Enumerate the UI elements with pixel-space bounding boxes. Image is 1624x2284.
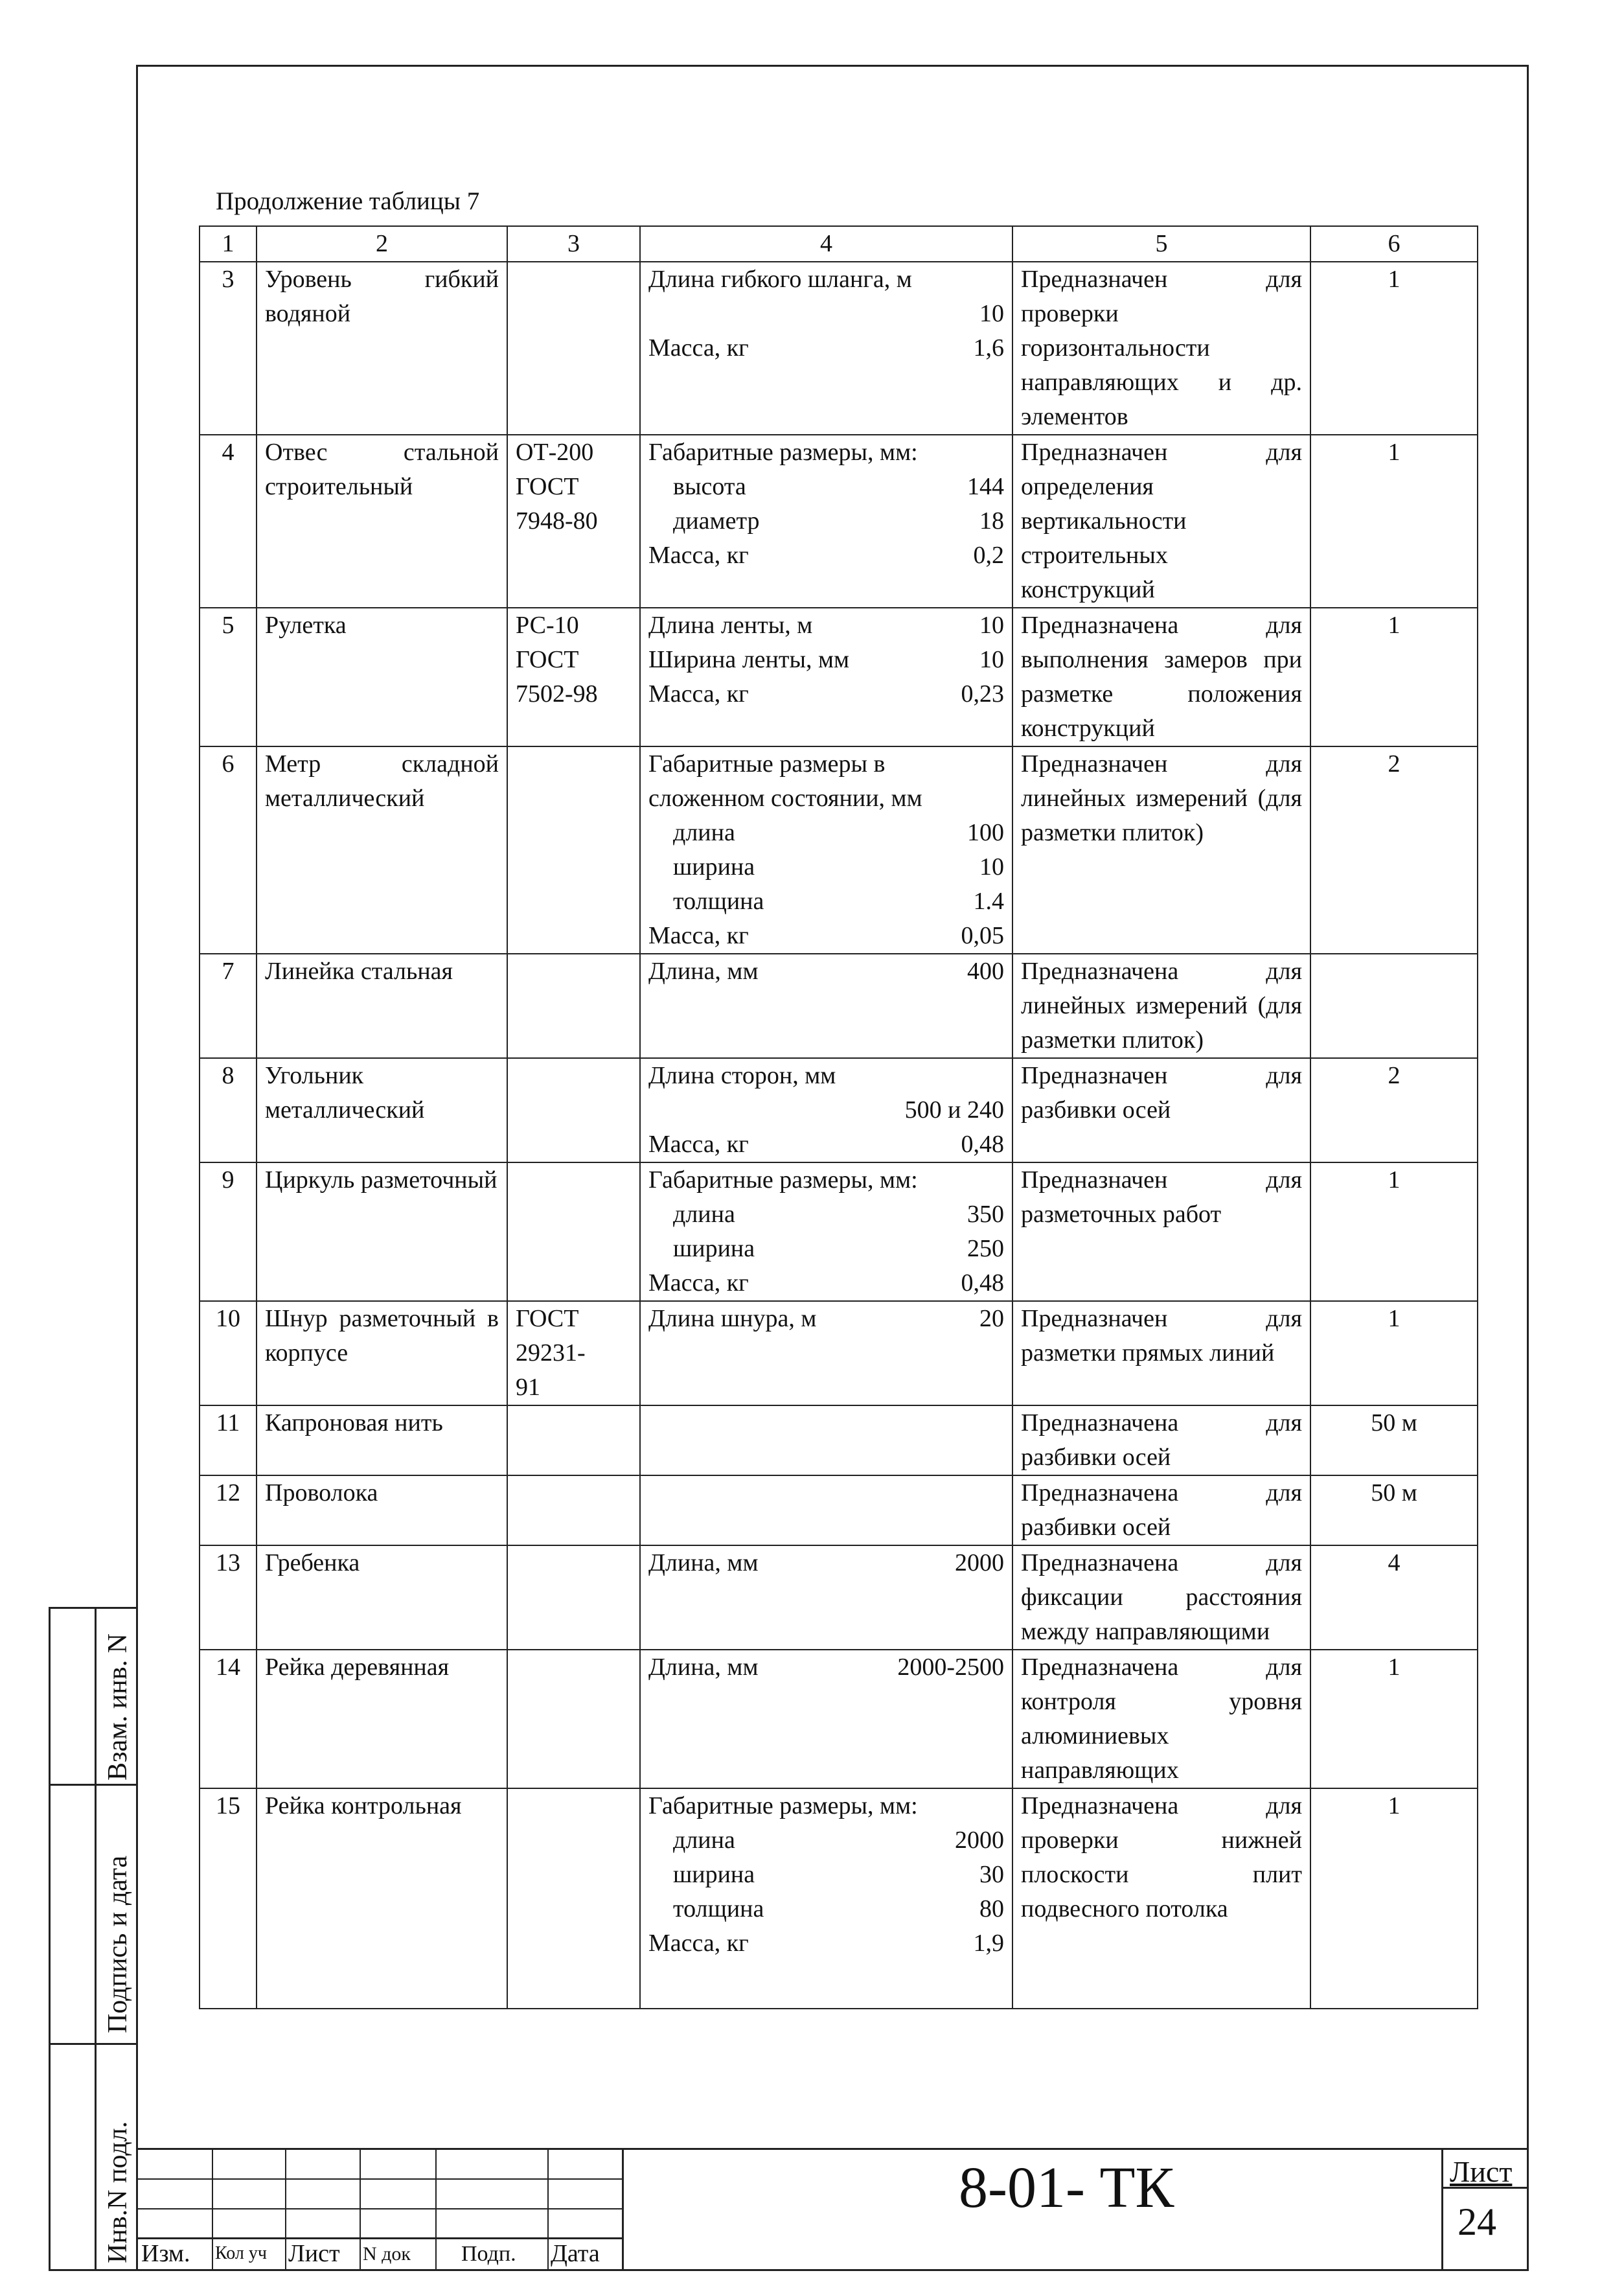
parameter-label: Масса, кг bbox=[648, 680, 749, 708]
parameter-value: 18 bbox=[979, 507, 1004, 535]
row-number: 5 bbox=[200, 608, 257, 746]
vzam-label: Взам. инв. N bbox=[103, 1633, 133, 1781]
item-quantity bbox=[1310, 954, 1478, 1058]
list-label: Лист bbox=[288, 2240, 340, 2267]
parameter-label: Масса, кг bbox=[648, 334, 749, 362]
parameter-label: толщина bbox=[673, 1895, 764, 1922]
table-row bbox=[200, 954, 1478, 1058]
table-row bbox=[200, 1162, 1478, 1301]
data-label: Дата bbox=[551, 2240, 600, 2267]
standard-line: ГОСТ bbox=[516, 1305, 579, 1332]
parameter-value: 30 bbox=[979, 1861, 1004, 1888]
item-standard bbox=[507, 608, 640, 746]
title-line bbox=[285, 2148, 286, 2271]
row-number: 4 bbox=[200, 435, 257, 608]
parameter-line bbox=[648, 816, 1004, 850]
parameter-value: 144 bbox=[967, 473, 1004, 500]
item-parameters bbox=[640, 435, 1012, 608]
parameter-label: Длина сторон, мм bbox=[648, 1062, 836, 1089]
item-standard bbox=[507, 1788, 640, 2009]
title-line bbox=[136, 2237, 622, 2239]
item-name: Проволока bbox=[257, 1475, 507, 1545]
item-name: Линейка стальная bbox=[257, 954, 507, 1058]
parameter-label: ширина bbox=[673, 1861, 755, 1888]
parameter-value: 80 bbox=[979, 1895, 1004, 1922]
parameter-label: Длина шнура, м bbox=[648, 1305, 817, 1332]
parameter-value: 0,48 bbox=[961, 1131, 1004, 1158]
parameter-line bbox=[648, 1546, 1004, 1580]
izm-label: Изм. bbox=[141, 2240, 190, 2267]
standard-line: 7502-98 bbox=[516, 680, 598, 708]
parameter-value: 1,6 bbox=[973, 334, 1004, 362]
parameter-label: диаметр bbox=[673, 507, 760, 535]
parameter-label: Габаритные размеры, мм: bbox=[648, 1166, 918, 1194]
row-number: 3 bbox=[200, 262, 257, 435]
row-number: 8 bbox=[200, 1058, 257, 1162]
standard-line: РС-10 bbox=[516, 612, 579, 639]
parameter-label: Габаритные размеры в сложенном состоянии, мм bbox=[648, 750, 922, 812]
parameter-line bbox=[648, 1858, 1004, 1892]
item-quantity: 4 bbox=[1310, 1545, 1478, 1650]
column-header: 3 bbox=[507, 226, 640, 262]
table-header-row bbox=[200, 226, 1478, 262]
parameter-label: Масса, кг bbox=[648, 922, 749, 949]
parameter-label: Масса, кг bbox=[648, 1269, 749, 1297]
item-name: Капроновая нить bbox=[257, 1405, 507, 1475]
item-parameters bbox=[640, 746, 1012, 954]
parameter-line bbox=[648, 1059, 1004, 1093]
parameter-value: 0,2 bbox=[973, 542, 1004, 569]
parameter-value: 1,9 bbox=[973, 1930, 1004, 1957]
item-quantity: 2 bbox=[1310, 746, 1478, 954]
parameter-line bbox=[648, 331, 1004, 365]
item-name: Циркуль разметочный bbox=[257, 1162, 507, 1301]
parameter-line bbox=[648, 1093, 1004, 1127]
row-number: 11 bbox=[200, 1405, 257, 1475]
title-line bbox=[212, 2148, 213, 2271]
column-header: 6 bbox=[1310, 226, 1478, 262]
item-purpose: Предназначен для линейных измерений (для разметки плиток) bbox=[1012, 746, 1310, 954]
parameter-value: 350 bbox=[967, 1201, 1004, 1228]
parameter-line bbox=[648, 919, 1004, 953]
table-caption: Продолжение таблицы 7 bbox=[216, 187, 480, 215]
standard-line: ГОСТ bbox=[516, 646, 579, 673]
podpis-label: Подпись и дата bbox=[103, 1855, 133, 2033]
parameter-value: 2000-2500 bbox=[897, 1654, 1004, 1681]
item-purpose: Предназначена для разбивки осей bbox=[1012, 1475, 1310, 1545]
parameter-line bbox=[648, 504, 1004, 538]
parameter-label: Габаритные размеры, мм: bbox=[648, 1792, 918, 1819]
title-line bbox=[136, 2148, 1529, 2150]
equipment-table bbox=[199, 225, 1478, 2009]
parameter-label: высота bbox=[673, 473, 746, 500]
item-parameters bbox=[640, 1545, 1012, 1650]
table-row bbox=[200, 1405, 1478, 1475]
parameter-label: Масса, кг bbox=[648, 1131, 749, 1158]
row-number: 12 bbox=[200, 1475, 257, 1545]
parameter-line bbox=[648, 470, 1004, 504]
item-purpose: Предназначен для разметки прямых линий bbox=[1012, 1301, 1310, 1405]
item-standard bbox=[507, 1301, 640, 1405]
table-row bbox=[200, 1058, 1478, 1162]
standard-line: ГОСТ bbox=[516, 473, 579, 500]
item-standard bbox=[507, 1650, 640, 1788]
parameter-label: длина bbox=[673, 1827, 735, 1854]
parameter-label: Габаритные размеры, мм: bbox=[648, 439, 918, 466]
parameter-line bbox=[648, 1197, 1004, 1232]
sheet-label: Лист bbox=[1450, 2155, 1513, 2188]
n-dok-label: N док bbox=[363, 2243, 411, 2265]
parameter-line bbox=[648, 1789, 1004, 1823]
title-line bbox=[136, 2208, 622, 2209]
title-line bbox=[1441, 2148, 1443, 2271]
item-standard bbox=[507, 1545, 640, 1650]
stamp-divider bbox=[95, 1609, 97, 2269]
parameter-line bbox=[648, 643, 1004, 677]
parameter-line bbox=[648, 1892, 1004, 1926]
parameter-label: толщина bbox=[673, 888, 764, 915]
title-line bbox=[136, 2178, 622, 2180]
document-code: 8-01- ТК bbox=[959, 2156, 1174, 2220]
parameter-line bbox=[648, 677, 1004, 711]
item-quantity: 1 bbox=[1310, 1162, 1478, 1301]
item-purpose: Предназначена для линейных измерений (для разметки плиток) bbox=[1012, 954, 1310, 1058]
inv-label: Инв.N подл. bbox=[103, 2121, 133, 2263]
item-standard bbox=[507, 1405, 640, 1475]
item-parameters bbox=[640, 1788, 1012, 2009]
item-name: Угольник металлический bbox=[257, 1058, 507, 1162]
column-header: 4 bbox=[640, 226, 1012, 262]
item-quantity: 1 bbox=[1310, 1301, 1478, 1405]
item-standard bbox=[507, 1162, 640, 1301]
parameter-line bbox=[648, 747, 1004, 816]
parameter-line bbox=[648, 954, 1004, 989]
parameter-value: 10 bbox=[979, 646, 1004, 673]
item-purpose: Предназначена для разбивки осей bbox=[1012, 1405, 1310, 1475]
parameter-line bbox=[648, 1232, 1004, 1266]
title-line bbox=[435, 2148, 437, 2271]
parameter-line bbox=[648, 1926, 1004, 1961]
parameter-label: Длина, мм bbox=[648, 958, 759, 985]
item-purpose: Предназначен для проверки горизонтальности направляющих и др. элементов bbox=[1012, 262, 1310, 435]
parameter-value: 2000 bbox=[955, 1549, 1004, 1576]
parameter-value: 10 bbox=[979, 612, 1004, 639]
table-row bbox=[200, 1545, 1478, 1650]
item-purpose: Предназначена для контроля уровня алюминиевых направляющих bbox=[1012, 1650, 1310, 1788]
item-purpose: Предназначен для разметочных работ bbox=[1012, 1162, 1310, 1301]
parameter-line bbox=[648, 1302, 1004, 1336]
parameter-line bbox=[648, 1650, 1004, 1685]
row-number: 10 bbox=[200, 1301, 257, 1405]
podp-label: Подп. bbox=[461, 2242, 516, 2266]
title-line bbox=[360, 2148, 361, 2271]
item-quantity: 1 bbox=[1310, 1650, 1478, 1788]
item-quantity: 1 bbox=[1310, 435, 1478, 608]
item-standard bbox=[507, 262, 640, 435]
item-parameters bbox=[640, 1058, 1012, 1162]
item-parameters bbox=[640, 1301, 1012, 1405]
table-row bbox=[200, 746, 1478, 954]
item-name: Отвес стальной строительный bbox=[257, 435, 507, 608]
parameter-line bbox=[648, 1163, 1004, 1197]
stamp-row-line bbox=[51, 1784, 136, 1786]
item-quantity: 1 bbox=[1310, 608, 1478, 746]
item-name: Уровень гибкий водяной bbox=[257, 262, 507, 435]
parameter-label: ширина bbox=[673, 1235, 755, 1262]
row-number: 9 bbox=[200, 1162, 257, 1301]
parameter-value: 500 и 240 bbox=[904, 1096, 1004, 1124]
parameter-line bbox=[648, 262, 1004, 297]
title-line bbox=[547, 2148, 549, 2271]
side-stamp bbox=[49, 1607, 138, 2271]
table-row bbox=[200, 1650, 1478, 1788]
item-parameters bbox=[640, 262, 1012, 435]
item-quantity: 50 м bbox=[1310, 1405, 1478, 1475]
row-number: 15 bbox=[200, 1788, 257, 2009]
title-line bbox=[622, 2148, 624, 2271]
parameter-value: 250 bbox=[967, 1235, 1004, 1262]
item-name: Гребенка bbox=[257, 1545, 507, 1650]
column-header: 2 bbox=[257, 226, 507, 262]
table-row bbox=[200, 435, 1478, 608]
item-standard bbox=[507, 1475, 640, 1545]
item-quantity: 1 bbox=[1310, 1788, 1478, 2009]
standard-line: 29231- bbox=[516, 1339, 586, 1367]
column-header: 5 bbox=[1012, 226, 1310, 262]
parameter-value: 1.4 bbox=[973, 888, 1004, 915]
parameter-label: Длина гибкого шланга, м bbox=[648, 266, 912, 293]
item-parameters bbox=[640, 1475, 1012, 1545]
item-purpose: Предназначена для фиксации расстояния между направляющими bbox=[1012, 1545, 1310, 1650]
parameter-line bbox=[648, 608, 1004, 643]
item-name: Рулетка bbox=[257, 608, 507, 746]
parameter-value: 100 bbox=[967, 819, 1004, 846]
item-name: Метр складной металлический bbox=[257, 746, 507, 954]
item-purpose: Предназначен для разбивки осей bbox=[1012, 1058, 1310, 1162]
sheet-number: 24 bbox=[1458, 2200, 1496, 2243]
table-row bbox=[200, 1788, 1478, 2009]
parameter-line bbox=[648, 297, 1004, 331]
parameter-value: 10 bbox=[979, 853, 1004, 881]
parameter-label: Длина ленты, м bbox=[648, 612, 813, 639]
parameter-value: 20 bbox=[979, 1305, 1004, 1332]
parameter-line bbox=[648, 1823, 1004, 1858]
stamp-row-line bbox=[51, 2043, 136, 2045]
row-number: 7 bbox=[200, 954, 257, 1058]
item-parameters bbox=[640, 1405, 1012, 1475]
kol-uch-label: Кол уч bbox=[215, 2243, 267, 2263]
item-quantity: 2 bbox=[1310, 1058, 1478, 1162]
row-number: 6 bbox=[200, 746, 257, 954]
item-quantity: 1 bbox=[1310, 262, 1478, 435]
parameter-label: Масса, кг bbox=[648, 542, 749, 569]
standard-line: ОТ-200 bbox=[516, 439, 594, 466]
item-standard bbox=[507, 1058, 640, 1162]
item-parameters bbox=[640, 1162, 1012, 1301]
parameter-label: ширина bbox=[673, 853, 755, 881]
item-quantity: 50 м bbox=[1310, 1475, 1478, 1545]
parameter-label: Ширина ленты, мм bbox=[648, 646, 850, 673]
item-name: Рейка контрольная bbox=[257, 1788, 507, 2009]
item-name: Шнур разметочный в корпусе bbox=[257, 1301, 507, 1405]
parameter-line bbox=[648, 435, 1004, 470]
parameter-label: Длина, мм bbox=[648, 1549, 759, 1576]
column-header: 1 bbox=[200, 226, 257, 262]
table-row bbox=[200, 1301, 1478, 1405]
parameter-line bbox=[648, 850, 1004, 884]
parameter-value: 400 bbox=[967, 958, 1004, 985]
parameter-value: 10 bbox=[979, 300, 1004, 327]
parameter-value: 0,05 bbox=[961, 922, 1004, 949]
row-number: 14 bbox=[200, 1650, 257, 1788]
parameter-line bbox=[648, 538, 1004, 573]
item-purpose: Предназначена для проверки нижней плоскости плит подвесного потолка bbox=[1012, 1788, 1310, 2009]
parameter-line bbox=[648, 1266, 1004, 1300]
item-purpose: Предназначен для определения вертикальности строительных конструкций bbox=[1012, 435, 1310, 608]
parameter-label: Длина, мм bbox=[648, 1654, 759, 1681]
table-row bbox=[200, 608, 1478, 746]
parameter-label: длина bbox=[673, 1201, 735, 1228]
item-name: Рейка деревянная bbox=[257, 1650, 507, 1788]
parameter-label: Масса, кг bbox=[648, 1930, 749, 1957]
parameter-value: 0,48 bbox=[961, 1269, 1004, 1297]
parameter-value: 0,23 bbox=[961, 680, 1004, 708]
parameter-value: 2000 bbox=[955, 1827, 1004, 1854]
item-parameters bbox=[640, 1650, 1012, 1788]
parameter-line bbox=[648, 884, 1004, 919]
table-row bbox=[200, 262, 1478, 435]
row-number: 13 bbox=[200, 1545, 257, 1650]
item-parameters bbox=[640, 954, 1012, 1058]
item-standard bbox=[507, 954, 640, 1058]
parameter-line bbox=[648, 1127, 1004, 1162]
item-standard bbox=[507, 746, 640, 954]
table-row bbox=[200, 1475, 1478, 1545]
item-parameters bbox=[640, 608, 1012, 746]
item-purpose: Предназначена для выполнения замеров при разметке положения конструкций bbox=[1012, 608, 1310, 746]
standard-line: 91 bbox=[516, 1374, 540, 1401]
parameter-label: длина bbox=[673, 819, 735, 846]
item-standard bbox=[507, 435, 640, 608]
standard-line: 7948-80 bbox=[516, 507, 598, 535]
